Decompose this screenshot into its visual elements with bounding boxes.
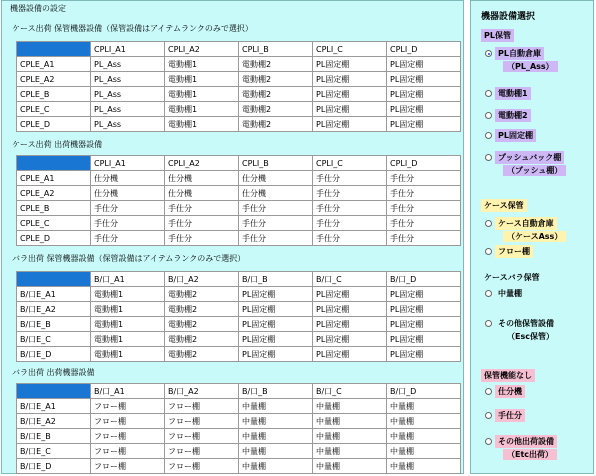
equipment-cell[interactable]: 電動棚1 <box>91 317 165 332</box>
radio-label[interactable]: ケース自動倉庫 <box>495 217 557 230</box>
table-row <box>17 444 461 459</box>
equipment-cell[interactable]: 電動棚1 <box>91 302 165 317</box>
row-header: CPLE_A2 <box>17 186 91 201</box>
equipment-cell[interactable]: PL固定棚 <box>387 317 461 332</box>
equipment-cell[interactable]: 中量棚 <box>313 414 387 429</box>
table-corner-cell <box>17 272 91 287</box>
equipment-table <box>16 271 461 362</box>
equipment-cell[interactable]: PL固定棚 <box>239 302 313 317</box>
column-header: B/口_D <box>387 384 461 399</box>
table-row <box>17 414 461 429</box>
row-header: B/口E_A2 <box>17 302 91 317</box>
equipment-cell[interactable]: 中量棚 <box>239 414 313 429</box>
radio-button[interactable] <box>485 320 492 327</box>
table-row <box>17 216 461 231</box>
panel-title: 機器設備の設定 <box>10 4 66 13</box>
equipment-cell[interactable]: 電動棚1 <box>165 72 239 87</box>
equipment-cell[interactable]: PL_Ass <box>91 117 165 132</box>
equipment-cell[interactable]: 手仕分 <box>387 231 461 246</box>
table-row <box>17 317 461 332</box>
equipment-cell[interactable]: PL_Ass <box>91 87 165 102</box>
table-row <box>17 459 461 474</box>
equipment-cell[interactable]: 手仕分 <box>313 201 387 216</box>
row-header: B/口E_D <box>17 347 91 362</box>
row-header: CPLE_C <box>17 216 91 231</box>
row-header: CPLE_B <box>17 87 91 102</box>
table-row <box>17 332 461 347</box>
equipment-cell[interactable]: PL固定棚 <box>313 87 387 102</box>
equipment-cell[interactable]: PL固定棚 <box>313 287 387 302</box>
table-header-row <box>17 156 461 171</box>
row-header: CPLE_C <box>17 102 91 117</box>
radio-group-label: 保管機能なし <box>481 369 535 382</box>
table-header-row <box>17 272 461 287</box>
column-header: CPLI_A2 <box>165 42 239 57</box>
column-header: B/口_C <box>313 272 387 287</box>
equipment-cell[interactable]: 仕分機 <box>91 171 165 186</box>
equipment-cell[interactable]: 電動棚2 <box>165 347 239 362</box>
table-row <box>17 171 461 186</box>
equipment-cell[interactable]: 中量棚 <box>313 459 387 474</box>
equipment-cell[interactable]: 中量棚 <box>387 399 461 414</box>
row-header: B/口E_B <box>17 429 91 444</box>
row-header: B/口E_A1 <box>17 287 91 302</box>
radio-option[interactable] <box>485 151 566 176</box>
radio-button[interactable] <box>485 132 492 139</box>
equipment-cell[interactable]: フロー棚 <box>165 429 239 444</box>
equipment-cell[interactable]: 中量棚 <box>239 459 313 474</box>
equipment-cell[interactable]: 手仕分 <box>387 216 461 231</box>
equipment-table <box>16 155 461 246</box>
radio-button[interactable] <box>485 154 492 161</box>
equipment-cell[interactable]: PL_Ass <box>91 102 165 117</box>
table-corner-cell <box>17 156 91 171</box>
table-row <box>17 201 461 216</box>
radio-button[interactable] <box>485 248 492 255</box>
equipment-cell[interactable]: 手仕分 <box>239 216 313 231</box>
equipment-cell[interactable]: 電動棚2 <box>239 117 313 132</box>
column-header: CPLI_B <box>239 42 313 57</box>
equipment-cell[interactable]: PL固定棚 <box>387 57 461 72</box>
column-header: B/口_A1 <box>91 272 165 287</box>
radio-label[interactable]: 仕分機 <box>495 385 525 398</box>
equipment-cell[interactable]: 手仕分 <box>313 171 387 186</box>
equipment-cell[interactable]: フロー棚 <box>91 444 165 459</box>
equipment-cell[interactable]: PL固定棚 <box>313 72 387 87</box>
equipment-settings-panel <box>1 0 464 474</box>
column-header: B/口_D <box>387 272 461 287</box>
radio-button[interactable] <box>485 290 492 297</box>
section-title: ケース出荷 保管機器設備（保管設備はアイテムランクのみで選択） <box>12 24 253 33</box>
radio-label[interactable]: その他出荷設備 <box>495 435 557 448</box>
equipment-cell[interactable]: PL固定棚 <box>387 332 461 347</box>
column-header: CPLI_C <box>313 156 387 171</box>
radio-label[interactable]: 電動棚2 <box>495 109 531 122</box>
equipment-cell[interactable]: PL固定棚 <box>387 87 461 102</box>
equipment-cell[interactable]: 手仕分 <box>387 201 461 216</box>
equipment-cell[interactable]: 手仕分 <box>239 201 313 216</box>
radio-option[interactable] <box>485 47 558 72</box>
equipment-cell[interactable]: 電動棚1 <box>91 347 165 362</box>
equipment-cell[interactable]: PL_Ass <box>91 72 165 87</box>
equipment-cell[interactable]: 電動棚2 <box>239 72 313 87</box>
column-header: B/口_A2 <box>165 272 239 287</box>
radio-sublabel: （Esc保管） <box>507 332 554 341</box>
side-title: 機器設備選択 <box>481 12 536 22</box>
equipment-cell[interactable]: 仕分機 <box>239 186 313 201</box>
equipment-cell[interactable]: 中量棚 <box>239 429 313 444</box>
table-row <box>17 102 461 117</box>
equipment-cell[interactable]: 仕分機 <box>165 186 239 201</box>
table-row <box>17 347 461 362</box>
row-header: B/口E_C <box>17 332 91 347</box>
table-row <box>17 117 461 132</box>
equipment-cell[interactable]: 電動棚2 <box>165 332 239 347</box>
equipment-cell[interactable]: 手仕分 <box>165 216 239 231</box>
radio-button[interactable] <box>485 388 492 395</box>
section-title: ケース出荷 出荷機器設備 <box>12 140 103 149</box>
row-header: CPLE_A1 <box>17 57 91 72</box>
equipment-cell[interactable]: フロー棚 <box>91 429 165 444</box>
equipment-table <box>16 383 461 474</box>
equipment-cell[interactable]: 仕分機 <box>91 186 165 201</box>
table-row <box>17 57 461 72</box>
table-row <box>17 186 461 201</box>
equipment-cell[interactable]: 手仕分 <box>313 216 387 231</box>
equipment-cell[interactable]: 手仕分 <box>91 201 165 216</box>
equipment-cell[interactable]: 電動棚1 <box>91 332 165 347</box>
equipment-cell[interactable]: フロー棚 <box>91 399 165 414</box>
radio-group-label: ケースバラ保管 <box>484 273 540 282</box>
equipment-cell[interactable]: 電動棚1 <box>165 87 239 102</box>
equipment-cell[interactable]: 手仕分 <box>313 231 387 246</box>
row-header: CPLE_B <box>17 201 91 216</box>
equipment-cell[interactable]: 電動棚1 <box>165 102 239 117</box>
radio-option[interactable] <box>485 409 525 422</box>
equipment-cell[interactable]: フロー棚 <box>165 444 239 459</box>
equipment-cell[interactable]: PL固定棚 <box>313 102 387 117</box>
radio-button[interactable] <box>485 50 492 57</box>
equipment-cell[interactable]: 中量棚 <box>313 429 387 444</box>
equipment-cell[interactable]: 中量棚 <box>313 444 387 459</box>
equipment-cell[interactable]: PL固定棚 <box>313 347 387 362</box>
equipment-cell[interactable]: 手仕分 <box>239 231 313 246</box>
table-row <box>17 429 461 444</box>
equipment-cell[interactable]: 中量棚 <box>239 444 313 459</box>
row-header: B/口E_A2 <box>17 414 91 429</box>
row-header: CPLE_D <box>17 231 91 246</box>
radio-group-label: ケース保管 <box>481 199 527 212</box>
column-header: CPLI_A2 <box>165 156 239 171</box>
radio-option[interactable] <box>485 287 525 300</box>
equipment-cell[interactable]: 電動棚2 <box>165 287 239 302</box>
column-header: CPLI_A1 <box>91 42 165 57</box>
radio-label[interactable]: PL固定棚 <box>495 129 536 142</box>
equipment-cell[interactable]: 電動棚1 <box>91 287 165 302</box>
radio-label[interactable]: プッシュバック棚 <box>495 151 564 164</box>
table-row <box>17 231 461 246</box>
section-title: バラ出荷 出荷機器設備 <box>12 368 95 377</box>
column-header: CPLI_D <box>387 156 461 171</box>
table-row <box>17 87 461 102</box>
radio-label[interactable]: 電動棚1 <box>495 87 531 100</box>
radio-label[interactable]: その他保管設備 <box>498 319 554 328</box>
equipment-cell[interactable]: 仕分機 <box>239 171 313 186</box>
equipment-cell[interactable]: PL固定棚 <box>313 302 387 317</box>
table-row <box>17 72 461 87</box>
equipment-cell[interactable]: PL固定棚 <box>387 117 461 132</box>
table-header-row <box>17 384 461 399</box>
table-corner-cell <box>17 42 91 57</box>
radio-label[interactable]: PL自動倉庫 <box>495 47 544 60</box>
column-header: B/口_B <box>239 384 313 399</box>
table-corner-cell <box>17 384 91 399</box>
column-header: B/口_B <box>239 272 313 287</box>
equipment-cell[interactable]: 電動棚1 <box>165 117 239 132</box>
row-header: CPLE_A2 <box>17 72 91 87</box>
equipment-cell[interactable]: PL固定棚 <box>239 317 313 332</box>
radio-sublabel: （PL_Ass） <box>503 61 558 72</box>
equipment-cell[interactable]: 手仕分 <box>91 231 165 246</box>
equipment-cell[interactable]: PL固定棚 <box>313 332 387 347</box>
equipment-cell[interactable]: フロー棚 <box>165 414 239 429</box>
equipment-cell[interactable]: PL固定棚 <box>239 332 313 347</box>
radio-button[interactable] <box>485 412 492 419</box>
table-row <box>17 399 461 414</box>
radio-group-label: PL保管 <box>481 29 514 42</box>
row-header: CPLE_D <box>17 117 91 132</box>
radio-button[interactable] <box>485 90 492 97</box>
equipment-cell[interactable]: PL固定棚 <box>239 287 313 302</box>
table-row <box>17 287 461 302</box>
radio-button[interactable] <box>485 438 492 445</box>
radio-button[interactable] <box>485 220 492 227</box>
radio-sublabel: （Etc出荷） <box>503 449 557 460</box>
section-title: バラ出荷 保管機器設備（保管設備はアイテムランクのみで選択） <box>12 254 246 263</box>
table-row <box>17 302 461 317</box>
equipment-cell[interactable]: 中量棚 <box>313 399 387 414</box>
equipment-cell[interactable]: 中量棚 <box>387 429 461 444</box>
equipment-cell[interactable]: 中量棚 <box>239 399 313 414</box>
column-header: CPLI_C <box>313 42 387 57</box>
radio-sublabel: （プッシュ棚） <box>503 165 566 176</box>
equipment-cell[interactable]: PL固定棚 <box>387 102 461 117</box>
equipment-cell[interactable]: 中量棚 <box>387 444 461 459</box>
equipment-cell[interactable]: 電動棚1 <box>165 57 239 72</box>
equipment-selection-panel <box>470 0 594 474</box>
equipment-cell[interactable]: 電動棚2 <box>239 57 313 72</box>
equipment-cell[interactable]: フロー棚 <box>91 414 165 429</box>
radio-option[interactable] <box>485 87 531 100</box>
table-header-row <box>17 42 461 57</box>
radio-option[interactable] <box>485 109 531 122</box>
equipment-cell[interactable]: PL固定棚 <box>313 57 387 72</box>
column-header: CPLI_B <box>239 156 313 171</box>
column-header: B/口_C <box>313 384 387 399</box>
equipment-cell[interactable]: 手仕分 <box>165 231 239 246</box>
equipment-cell[interactable]: PL固定棚 <box>239 347 313 362</box>
row-header: B/口E_D <box>17 459 91 474</box>
radio-label[interactable]: フロー棚 <box>495 245 533 258</box>
equipment-cell[interactable]: PL固定棚 <box>387 72 461 87</box>
equipment-cell[interactable]: フロー棚 <box>165 459 239 474</box>
equipment-cell[interactable]: 中量棚 <box>387 414 461 429</box>
equipment-cell[interactable]: 仕分機 <box>165 171 239 186</box>
equipment-cell[interactable]: 手仕分 <box>91 216 165 231</box>
equipment-cell[interactable]: 中量棚 <box>387 459 461 474</box>
row-header: B/口E_B <box>17 317 91 332</box>
radio-button[interactable] <box>485 112 492 119</box>
equipment-cell[interactable]: PL固定棚 <box>387 287 461 302</box>
equipment-cell[interactable]: PL_Ass <box>91 57 165 72</box>
equipment-cell[interactable]: PL固定棚 <box>313 317 387 332</box>
equipment-cell[interactable]: 電動棚2 <box>239 87 313 102</box>
radio-option[interactable] <box>485 385 525 398</box>
equipment-cell[interactable]: PL固定棚 <box>313 117 387 132</box>
column-header: B/口_A2 <box>165 384 239 399</box>
radio-option[interactable] <box>485 245 533 258</box>
radio-option[interactable] <box>485 317 557 342</box>
equipment-cell[interactable]: フロー棚 <box>165 399 239 414</box>
equipment-cell[interactable]: 手仕分 <box>387 171 461 186</box>
column-header: CPLI_A1 <box>91 156 165 171</box>
column-header: CPLI_D <box>387 42 461 57</box>
row-header: B/口E_C <box>17 444 91 459</box>
equipment-cell[interactable]: PL固定棚 <box>387 302 461 317</box>
equipment-cell[interactable]: PL固定棚 <box>387 347 461 362</box>
row-header: B/口E_A1 <box>17 399 91 414</box>
radio-option[interactable] <box>485 217 566 242</box>
column-header: B/口_A1 <box>91 384 165 399</box>
equipment-table <box>16 41 461 132</box>
equipment-cell[interactable]: 手仕分 <box>387 186 461 201</box>
equipment-cell[interactable]: 電動棚2 <box>165 302 239 317</box>
radio-option[interactable] <box>485 435 557 460</box>
equipment-cell[interactable]: 手仕分 <box>313 186 387 201</box>
radio-label[interactable]: 手仕分 <box>495 409 525 422</box>
radio-label[interactable]: 中量棚 <box>498 289 522 298</box>
row-header: CPLE_A1 <box>17 171 91 186</box>
equipment-cell[interactable]: フロー棚 <box>91 459 165 474</box>
radio-sublabel: （ケースAss） <box>503 231 566 242</box>
radio-option[interactable] <box>485 129 536 142</box>
equipment-cell[interactable]: 電動棚2 <box>239 102 313 117</box>
equipment-cell[interactable]: 手仕分 <box>165 201 239 216</box>
equipment-cell[interactable]: 電動棚2 <box>165 317 239 332</box>
